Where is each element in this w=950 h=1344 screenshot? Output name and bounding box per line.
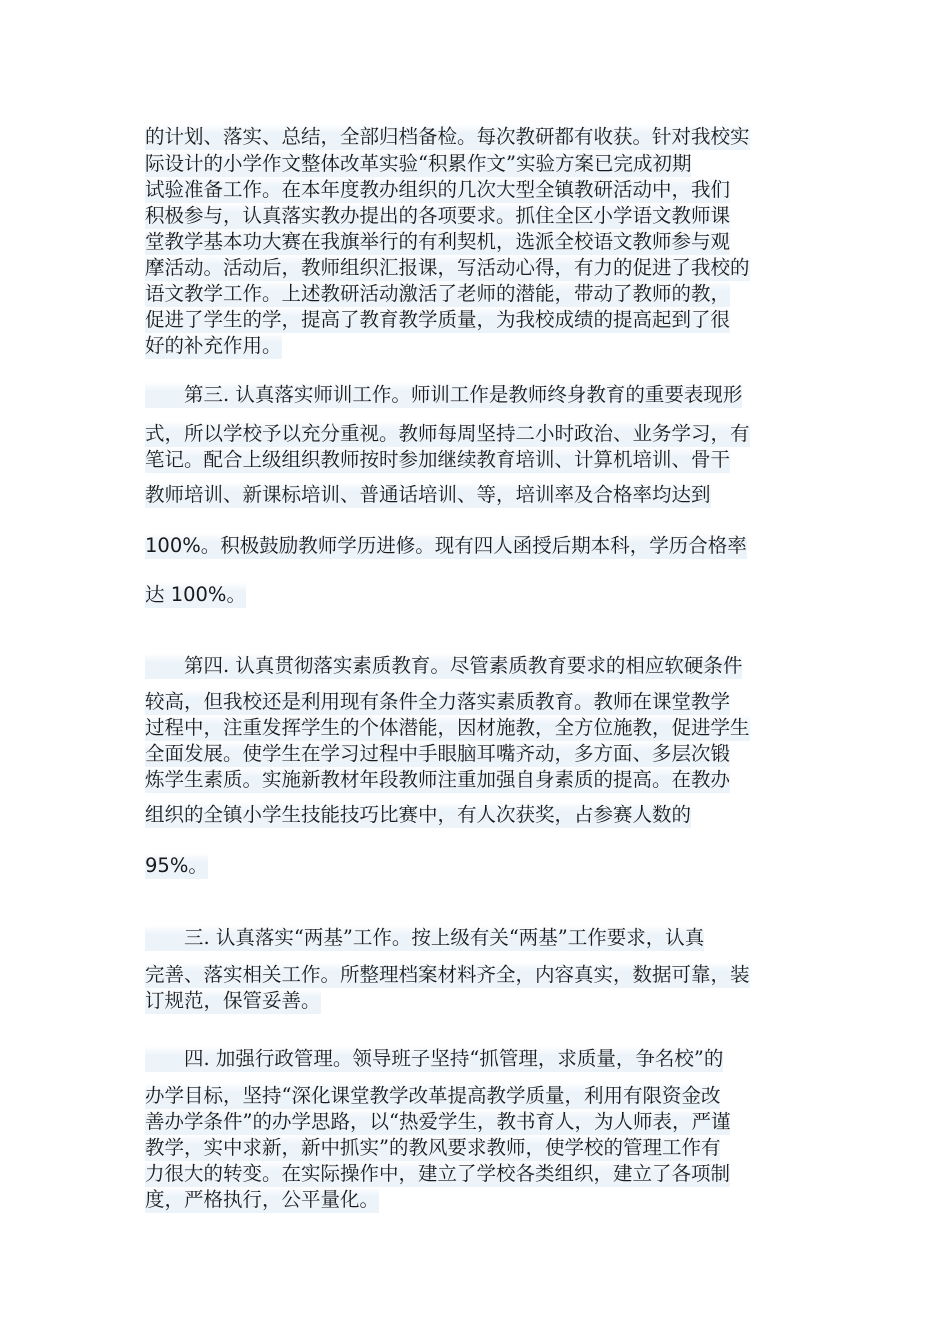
text-line: 全面发展。使学生在学习过程中手眼脑耳嘴齐动，多方面、多层次锻 (145, 742, 731, 765)
text-line: 订规范，保管妥善。 (145, 989, 321, 1012)
text-line: 第四. 认真贯彻落实素质教育。尽管素质教育要求的相应软硬条件 (145, 654, 743, 677)
text-line: 语文教学工作。上述教研活动激活了老师的潜能，带动了教师的教， (145, 282, 731, 305)
text-line: 教学，实中求新，新中抓实”的教风要求教师，使学校的管理工作有 (145, 1136, 721, 1159)
text-line: 力很大的转变。在实际操作中，建立了学校各类组织，建立了各项制 (145, 1162, 731, 1185)
text-line: 积极参与，认真落实教办提出的各项要求。抓住全区小学语文教师课 (145, 204, 731, 227)
text-line: 教师培训、新课标培训、普通话培训、等，培训率及合格率均达到 (145, 483, 711, 506)
text-line: 第三. 认真落实师训工作。师训工作是教师终身教育的重要表现形 (145, 383, 743, 406)
text-line: 四. 加强行政管理。领导班子坚持“抓管理，求质量，争名校”的 (145, 1047, 724, 1070)
text-line: 笔记。配合上级组织教师按时参加继续教育培训、计算机培训、骨干 (145, 448, 731, 471)
text-line: 际设计的小学作文整体改革实验“积累作文”实验方案已完成初期 (145, 152, 692, 175)
text-line: 善办学条件”的办学思路，以“热爱学生，教书育人，为人师表，严谨 (145, 1110, 731, 1133)
text-line: 100%。积极鼓励教师学历进修。现有四人函授后期本科，学历合格率 (145, 534, 747, 557)
text-line: 摩活动。活动后，教师组织汇报课，写活动心得，有力的促进了我校的 (145, 256, 750, 279)
text-line: 促进了学生的学，提高了教育教学质量，为我校成绩的提高起到了很 (145, 308, 731, 331)
text-line: 组织的全镇小学生技能技巧比赛中，有人次获奖，占参赛人数的 (145, 803, 692, 826)
text-line: 堂教学基本功大赛在我旗举行的有利契机，选派全校语文教师参与观 (145, 230, 731, 253)
text-line: 完善、落实相关工作。所整理档案材料齐全，内容真实，数据可靠，装 (145, 963, 750, 986)
text-line: 三. 认真落实“两基”工作。按上级有关“两基”工作要求，认真 (145, 926, 705, 949)
text-line: 好的补充作用。 (145, 334, 282, 357)
text-line: 的计划、落实、总结，全部归档备检。每次教研都有收获。针对我校实 (145, 125, 750, 148)
text-line: 试验准备工作。在本年度教办组织的几次大型全镇教研活动中，我们 (145, 178, 731, 201)
text-line: 过程中，注重发挥学生的个体潜能，因材施教，全方位施教，促进学生 (145, 716, 750, 739)
text-line: 达 100%。 (145, 583, 246, 606)
text-line: 式，所以学校予以充分重视。教师每周坚持二小时政治、业务学习，有 (145, 422, 750, 445)
text-line: 办学目标，坚持“深化课堂教学改革提高教学质量，利用有限资金改 (145, 1084, 721, 1107)
text-line: 炼学生素质。实施新教材年段教师注重加强自身素质的提高。在教办 (145, 768, 731, 791)
text-line: 较高，但我校还是利用现有条件全力落实素质教育。教师在课堂教学 (145, 690, 731, 713)
text-line: 95%。 (145, 854, 208, 877)
text-line: 度，严格执行，公平量化。 (145, 1188, 380, 1211)
